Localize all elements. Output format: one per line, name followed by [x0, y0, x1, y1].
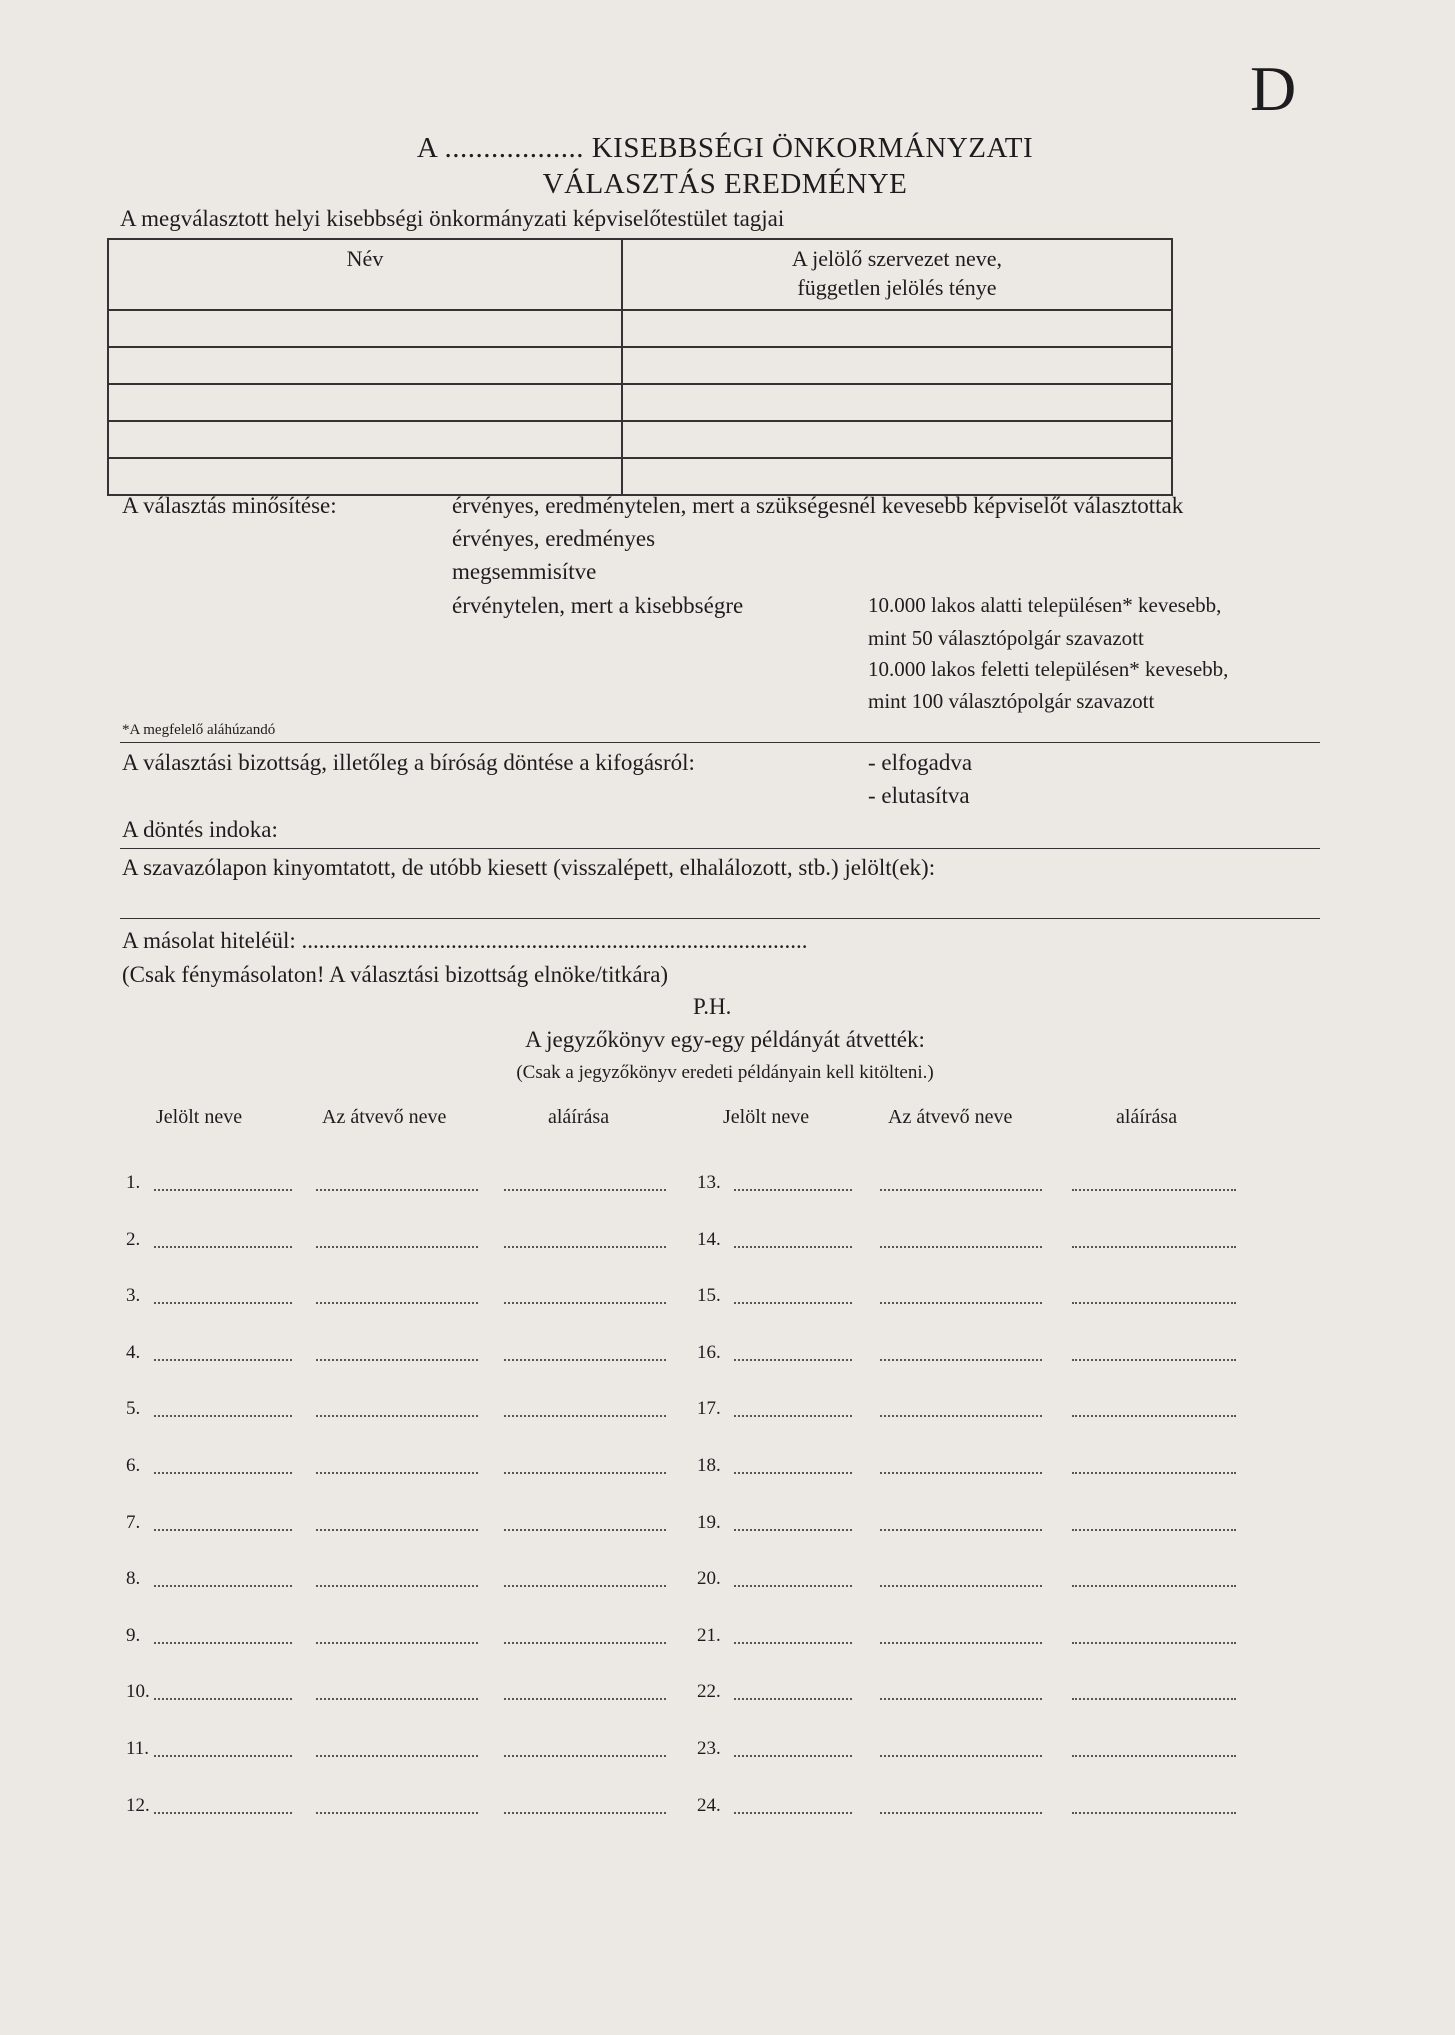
right-row-number: 18. — [697, 1455, 721, 1476]
right-receiver-name-field[interactable] — [880, 1189, 1042, 1191]
right-candidate-name-field[interactable] — [734, 1246, 852, 1248]
members-heading: A megválasztott helyi kisebbségi önkormányzati képviselőtestület tagjai — [120, 206, 785, 231]
right-candidate-column-header: Jelölt neve — [723, 1106, 810, 1128]
withdrawn-candidates-line[interactable] — [120, 918, 1320, 919]
left-row-number: 7. — [126, 1512, 141, 1533]
right-receiver-name-field[interactable] — [880, 1359, 1042, 1361]
right-signature-field[interactable] — [1072, 1189, 1236, 1191]
left-receiver-name-field[interactable] — [316, 1529, 478, 1531]
left-receiver-name-field[interactable] — [316, 1359, 478, 1361]
right-row-number: 20. — [697, 1568, 721, 1589]
right-signature-field[interactable] — [1072, 1246, 1236, 1248]
member-name-cell[interactable] — [108, 310, 622, 347]
qualification-option-1[interactable]: érvényes, eredménytelen, mert a szükségesnél kevesebb képviselőt választottak — [452, 493, 1184, 518]
right-candidate-name-field[interactable] — [734, 1585, 852, 1587]
member-org-cell[interactable] — [622, 458, 1172, 495]
left-candidate-name-field[interactable] — [154, 1812, 292, 1814]
nominating-org-header-line-1: A jelölő szervezet neve, — [791, 246, 1003, 271]
left-signature-field[interactable] — [504, 1302, 666, 1304]
form-letter: D — [1250, 53, 1299, 124]
right-receiver-column-header: Az átvevő neve — [888, 1106, 1013, 1128]
received-note: (Csak a jegyzőkönyv eredeti példányain kell kitölteni.) — [516, 1062, 934, 1083]
member-org-cell[interactable] — [622, 421, 1172, 458]
right-candidate-name-field[interactable] — [734, 1415, 852, 1417]
left-signature-field[interactable] — [504, 1472, 666, 1474]
title-line-1: A .................. KISEBBSÉGI ÖNKORMÁNYZATI — [416, 132, 1034, 164]
objection-accepted-option[interactable]: - elfogadva — [868, 750, 973, 775]
qualification-option-2[interactable]: érvényes, eredményes — [452, 526, 656, 551]
qualification-sub-1-line-1[interactable]: 10.000 lakos alatti településen* kevesebb, — [868, 593, 1222, 617]
left-row-number: 5. — [126, 1398, 141, 1419]
received-heading: A jegyzőkönyv egy-egy példányát átvették: — [525, 1027, 925, 1052]
right-receiver-name-field[interactable] — [880, 1698, 1042, 1700]
left-row-number: 8. — [126, 1568, 141, 1589]
right-row-number: 23. — [697, 1738, 721, 1759]
right-signature-field[interactable] — [1072, 1359, 1236, 1361]
left-signature-field[interactable] — [504, 1812, 666, 1814]
right-row-number: 13. — [697, 1172, 721, 1193]
table-row — [108, 384, 1172, 421]
left-candidate-name-field[interactable] — [154, 1302, 292, 1304]
left-receiver-name-field[interactable] — [316, 1302, 478, 1304]
left-candidate-name-field[interactable] — [154, 1529, 292, 1531]
right-row-number: 19. — [697, 1512, 721, 1533]
members-table-header — [108, 239, 1172, 310]
left-candidate-name-field[interactable] — [154, 1585, 292, 1587]
member-name-cell[interactable] — [108, 384, 622, 421]
left-row-number: 4. — [126, 1342, 141, 1363]
qualification-option-4[interactable]: érvénytelen, mert a kisebbségre — [452, 593, 744, 618]
left-candidate-name-field[interactable] — [154, 1359, 292, 1361]
right-signature-field[interactable] — [1072, 1585, 1236, 1587]
right-candidate-name-field[interactable] — [734, 1189, 852, 1191]
members-table — [107, 238, 1173, 496]
left-row-number: 3. — [126, 1285, 141, 1306]
right-receiver-name-field[interactable] — [880, 1642, 1042, 1644]
member-org-cell[interactable] — [622, 310, 1172, 347]
title-line-2: VÁLASZTÁS EREDMÉNYE — [542, 168, 908, 200]
right-candidate-name-field[interactable] — [734, 1302, 852, 1304]
divider — [120, 742, 1320, 743]
right-candidate-name-field[interactable] — [734, 1472, 852, 1474]
right-signature-field[interactable] — [1072, 1812, 1236, 1814]
copy-note: (Csak fénymásolaton! A választási bizottság elnöke/titkára) — [122, 962, 669, 987]
qualification-label: A választás minősítése: — [122, 493, 337, 518]
member-name-cell[interactable] — [108, 421, 622, 458]
left-receiver-name-field[interactable] — [316, 1246, 478, 1248]
right-signature-column-header: aláírása — [1116, 1106, 1178, 1128]
left-signature-column-header: aláírása — [548, 1106, 610, 1128]
divider — [120, 848, 1320, 849]
left-receiver-name-field[interactable] — [316, 1472, 478, 1474]
withdrawn-candidates-label: A szavazólapon kinyomtatott, de utóbb kiesett (visszalépett, elhalálozott, stb.) jelölt(ek): — [122, 855, 936, 880]
right-signature-field[interactable] — [1072, 1529, 1236, 1531]
objection-rejected-option[interactable]: - elutasítva — [868, 783, 970, 808]
right-signature-field[interactable] — [1072, 1415, 1236, 1417]
right-row-number: 22. — [697, 1681, 721, 1702]
left-row-number: 9. — [126, 1625, 141, 1646]
right-signature-field[interactable] — [1072, 1302, 1236, 1304]
right-receiver-name-field[interactable] — [880, 1529, 1042, 1531]
right-candidate-name-field[interactable] — [734, 1642, 852, 1644]
right-receiver-name-field[interactable] — [880, 1472, 1042, 1474]
right-row-number: 21. — [697, 1625, 721, 1646]
right-receiver-name-field[interactable] — [880, 1585, 1042, 1587]
member-name-cell[interactable] — [108, 458, 622, 495]
objection-label: A választási bizottság, illetőleg a bíróság döntése a kifogásról: — [122, 750, 695, 775]
left-candidate-name-field[interactable] — [154, 1755, 292, 1757]
left-candidate-name-field[interactable] — [154, 1698, 292, 1700]
qualification-sub-2-line-2: mint 100 választópolgár szavazott — [868, 689, 1155, 713]
qualification-sub-1-line-2: mint 50 választópolgár szavazott — [868, 626, 1144, 650]
left-candidate-name-field[interactable] — [154, 1246, 292, 1248]
right-signature-field[interactable] — [1072, 1472, 1236, 1474]
left-row-number: 12. — [126, 1795, 150, 1816]
right-row-number: 17. — [697, 1398, 721, 1419]
left-receiver-name-field[interactable] — [316, 1189, 478, 1191]
left-row-number: 6. — [126, 1455, 141, 1476]
table-row — [108, 347, 1172, 384]
decision-reason-label: A döntés indoka: — [122, 817, 278, 842]
right-signature-field[interactable] — [1072, 1698, 1236, 1700]
left-receiver-column-header: Az átvevő neve — [322, 1106, 447, 1128]
left-candidate-column-header: Jelölt neve — [156, 1106, 243, 1128]
right-signature-field[interactable] — [1072, 1755, 1236, 1757]
left-receiver-name-field[interactable] — [316, 1755, 478, 1757]
stamp-placeholder: P.H. — [693, 994, 732, 1019]
right-candidate-name-field[interactable] — [734, 1698, 852, 1700]
left-receiver-name-field[interactable] — [316, 1585, 478, 1587]
left-signature-field[interactable] — [504, 1585, 666, 1587]
qualification-option-3[interactable]: megsemmisítve — [452, 559, 597, 584]
member-org-cell[interactable] — [622, 384, 1172, 421]
left-receiver-name-field[interactable] — [316, 1698, 478, 1700]
right-receiver-name-field[interactable] — [880, 1755, 1042, 1757]
left-row-number: 2. — [126, 1229, 141, 1250]
right-signature-field[interactable] — [1072, 1642, 1236, 1644]
left-receiver-name-field[interactable] — [316, 1415, 478, 1417]
right-row-number: 14. — [697, 1229, 721, 1250]
left-receiver-name-field[interactable] — [316, 1642, 478, 1644]
right-candidate-name-field[interactable] — [734, 1755, 852, 1757]
table-row — [108, 458, 1172, 495]
member-name-cell[interactable] — [108, 347, 622, 384]
table-row — [108, 310, 1172, 347]
left-receiver-name-field[interactable] — [316, 1812, 478, 1814]
copy-certified-line[interactable]: A másolat hiteléül: ........................................................................................ — [122, 928, 808, 953]
left-candidate-name-field[interactable] — [154, 1415, 292, 1417]
right-receiver-name-field[interactable] — [880, 1302, 1042, 1304]
right-row-number: 24. — [697, 1795, 721, 1816]
left-signature-field[interactable] — [504, 1642, 666, 1644]
right-receiver-name-field[interactable] — [880, 1246, 1042, 1248]
left-signature-field[interactable] — [504, 1529, 666, 1531]
member-org-cell[interactable] — [622, 347, 1172, 384]
right-candidate-name-field[interactable] — [734, 1812, 852, 1814]
left-row-number: 10. — [126, 1681, 150, 1702]
left-candidate-name-field[interactable] — [154, 1642, 292, 1644]
left-signature-field[interactable] — [504, 1698, 666, 1700]
footnote: *A megfelelő aláhúzandó — [122, 722, 276, 738]
right-candidate-name-field[interactable] — [734, 1529, 852, 1531]
left-candidate-name-field[interactable] — [154, 1472, 292, 1474]
left-signature-field[interactable] — [504, 1755, 666, 1757]
right-row-number: 15. — [697, 1285, 721, 1306]
name-column-header: Név — [108, 239, 622, 310]
nominating-org-column-header — [622, 239, 1172, 310]
left-row-number: 1. — [126, 1172, 141, 1193]
left-signature-field[interactable] — [504, 1415, 666, 1417]
qualification-sub-2-line-1[interactable]: 10.000 lakos feletti településen* kevesebb, — [868, 657, 1229, 681]
left-candidate-name-field[interactable] — [154, 1189, 292, 1191]
left-signature-field[interactable] — [504, 1189, 666, 1191]
left-signature-field[interactable] — [504, 1359, 666, 1361]
left-row-number: 11. — [126, 1738, 150, 1759]
table-row — [108, 421, 1172, 458]
right-candidate-name-field[interactable] — [734, 1359, 852, 1361]
right-receiver-name-field[interactable] — [880, 1415, 1042, 1417]
nominating-org-header-line-2: független jelölés ténye — [797, 275, 997, 300]
left-signature-field[interactable] — [504, 1246, 666, 1248]
right-row-number: 16. — [697, 1342, 721, 1363]
right-receiver-name-field[interactable] — [880, 1812, 1042, 1814]
